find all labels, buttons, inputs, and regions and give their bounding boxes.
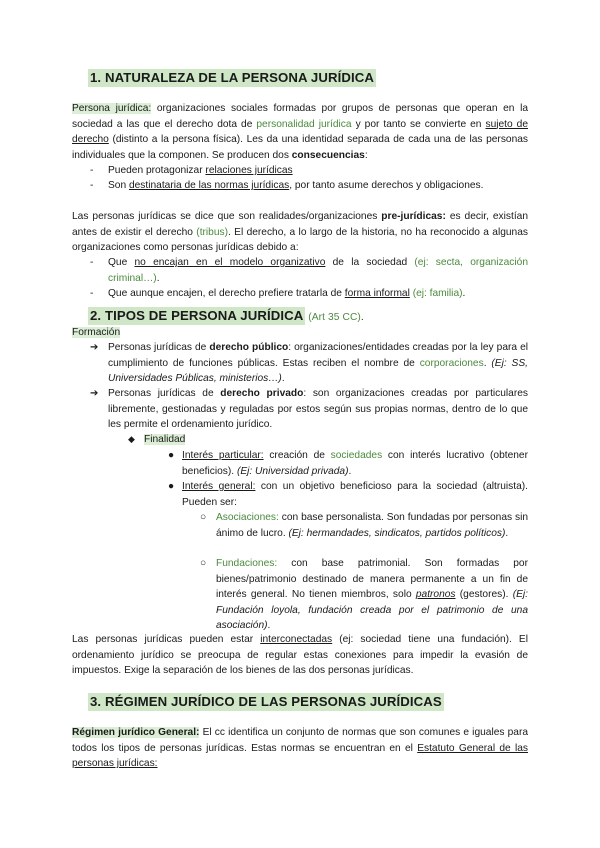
item-text: . — [267, 620, 271, 631]
dot-bullet: ● — [168, 481, 175, 492]
reason-underlined: no encajan en el modelo organizativo — [134, 257, 326, 268]
arrow-bullet: ➔ — [90, 388, 99, 399]
consequence-underlined: destinataria de las normas jurídicas — [128, 180, 290, 191]
finalidad-label — [144, 432, 185, 448]
finalidad-text: Finalidad — [144, 434, 186, 445]
item-text: (gestores). — [455, 589, 513, 600]
dash-bullet: - — [90, 165, 94, 176]
consequence-1 — [108, 163, 293, 179]
section-3-heading — [88, 694, 444, 709]
interconectadas-paragraph — [72, 632, 528, 679]
paragraph-text: Las personas jurídicas pueden estar — [72, 634, 261, 645]
diamond-bullet: ◆ — [128, 434, 135, 444]
section-2-heading-end: . — [360, 312, 364, 323]
paragraph-text: El cc identifica un conjunto de normas que son comunes e iguales para todos los tipos de personas jurídicas. Estas normas se encuentran en el — [72, 727, 528, 754]
item-text: . — [281, 373, 285, 384]
section-2-heading-ref: (Art 35 CC) — [305, 312, 361, 323]
item-text: : son organizaciones creadas por particulares libremente, gestionadas y reguladas por estos según sus propias normas, dentro de lo que les permite el ordenamiento jurídico. — [108, 388, 529, 430]
item-underlined: Interés general: — [182, 481, 256, 492]
consequence-2 — [108, 178, 483, 194]
reason-text: . — [156, 272, 160, 284]
definition-text: y por tanto se convierte en — [351, 118, 486, 130]
dash-bullet: - — [90, 288, 94, 299]
paragraph-underlined: Estatuto General de las personas jurídicas: — [72, 742, 528, 769]
item-green: Asociaciones: — [216, 512, 279, 523]
item-underlined: Interés particular: — [182, 450, 264, 461]
item-italic: (Ej: hermandades, sindicatos, partidos políticos) — [288, 527, 506, 539]
dot-bullet: ● — [168, 450, 175, 461]
paragraph-text: Las personas jurídicas se dice que son realidades/organizaciones — [72, 211, 382, 222]
section-1-heading — [88, 70, 376, 85]
regimen-general-paragraph — [72, 725, 528, 772]
item-text: con base patrimonial. Son formadas por bienes/patrimonio destinado de manera permanente a un fin de interés general. No tienen miembros, solo — [216, 558, 528, 600]
reason-text: de la sociedad — [325, 257, 415, 268]
consequence-text: Pueden protagonizar — [108, 165, 206, 176]
item-italic: (Ej: Universidad privada) — [236, 465, 349, 477]
section-2-heading — [88, 308, 364, 323]
item-text: con base personalista. Son fundadas por personas sin ánimo de lucro. — [216, 512, 528, 539]
section-1-heading-text: 1. NATURALEZA DE LA PERSONA JURÍDICA — [90, 70, 374, 85]
item-green: Fundaciones: — [216, 558, 278, 569]
derecho-privado-item — [108, 386, 528, 433]
definition-underlined: sujeto de derecho — [72, 118, 529, 145]
paragraph-text: (ej: sociedad tiene una fundación). El ordenamiento jurídico se preocupa de regular estas conexiones para impedir la evasión de impuestos. Exige la separación de los bienes de las dos personas jurídicas. — [72, 634, 528, 676]
dash-bullet: - — [90, 257, 94, 268]
dash-bullet: - — [90, 180, 94, 191]
item-text: con un objetivo beneficioso para la sociedad (altruista). Pueden ser: — [182, 481, 528, 508]
definition-bold: consecuencias — [291, 149, 365, 161]
item-text: creación de — [263, 450, 331, 461]
item-text: con interés lucrativo (obtener beneficios). — [182, 450, 528, 477]
interes-general-item — [182, 479, 528, 510]
item-text: Personas jurídicas de — [108, 388, 221, 399]
definition-green: personalidad jurídica — [256, 118, 352, 130]
circle-bullet: ○ — [200, 512, 207, 523]
item-green: corporaciones — [419, 357, 484, 369]
arrow-bullet: ➔ — [90, 342, 99, 353]
reason-text: Que — [108, 257, 135, 268]
definition-paragraph — [72, 101, 528, 163]
paragraph-text: es decir, existían antes de existir el derecho — [72, 211, 528, 238]
definition-text: (distinto a la persona física). Les da una identidad separada de cada una de las personas individuales que la componen. Se producen dos — [72, 134, 528, 161]
definition-text: organizaciones sociales formadas por grupos de personas que operan en la sociedad a las que el derecho dota de — [72, 103, 528, 130]
item-italic-underlined: patronos — [415, 589, 456, 600]
consequence-underlined: relaciones jurídicas — [205, 165, 293, 176]
item-green: sociedades — [330, 450, 383, 461]
interes-particular-item — [182, 448, 528, 479]
fundaciones-item — [216, 556, 528, 634]
reason-2 — [108, 286, 465, 302]
derecho-publico-item — [108, 340, 528, 387]
paragraph-bold: pre-jurídicas: — [381, 211, 446, 222]
item-text: . — [348, 465, 352, 477]
paragraph-underlined: interconectadas — [260, 634, 333, 645]
section-3-heading-text: 3. RÉGIMEN JURÍDICO DE LAS PERSONAS JURÍDICAS — [90, 694, 442, 709]
paragraph-bold: Régimen jurídico General: — [72, 727, 200, 738]
item-bold: derecho privado — [220, 388, 304, 399]
section-2-heading-text: 2. TIPOS DE PERSONA JURÍDICA — [90, 308, 304, 323]
formacion-text: Formación — [72, 327, 121, 338]
definition-term: Persona jurídica: — [72, 103, 152, 114]
consequence-text: , por tanto asume derechos y obligaciones. — [289, 180, 484, 191]
formacion-label — [72, 325, 120, 341]
reason-text: . — [462, 288, 466, 299]
item-italic: (Ej: SS, Universidades Públicas, ministerios…) — [108, 357, 528, 384]
item-text: : organizaciones/entidades creadas por la ley para el cumplimiento de funciones públicas. Estas reciben el nombre de — [108, 342, 529, 369]
reason-green: (ej: secta, organización criminal…) — [108, 257, 528, 284]
asociaciones-item — [216, 510, 528, 541]
definition-text: : — [364, 149, 368, 161]
circle-bullet: ○ — [200, 558, 207, 569]
reason-green: (ej: familia) — [409, 288, 463, 299]
paragraph-text: . El derecho, a lo largo de la historia, no ha reconocido a algunas organizaciones como personas jurídicas debido a: — [72, 226, 528, 253]
item-text: Personas jurídicas de — [108, 342, 210, 353]
pre-juridicas-paragraph — [72, 209, 528, 256]
item-text: . — [483, 357, 492, 369]
reason-text: Que aunque encajen, el derecho prefiere tratarla de — [108, 288, 345, 299]
consequence-text: Son — [108, 180, 129, 191]
reason-underlined: forma informal — [344, 288, 410, 299]
reason-1 — [108, 255, 528, 286]
item-bold: derecho público — [209, 342, 289, 353]
paragraph-green: (tribus) — [196, 226, 228, 238]
item-italic: (Ej: Fundación loyola, fundación creada por el patrimonio de una asociación) — [216, 589, 528, 631]
item-text: . — [505, 527, 509, 539]
